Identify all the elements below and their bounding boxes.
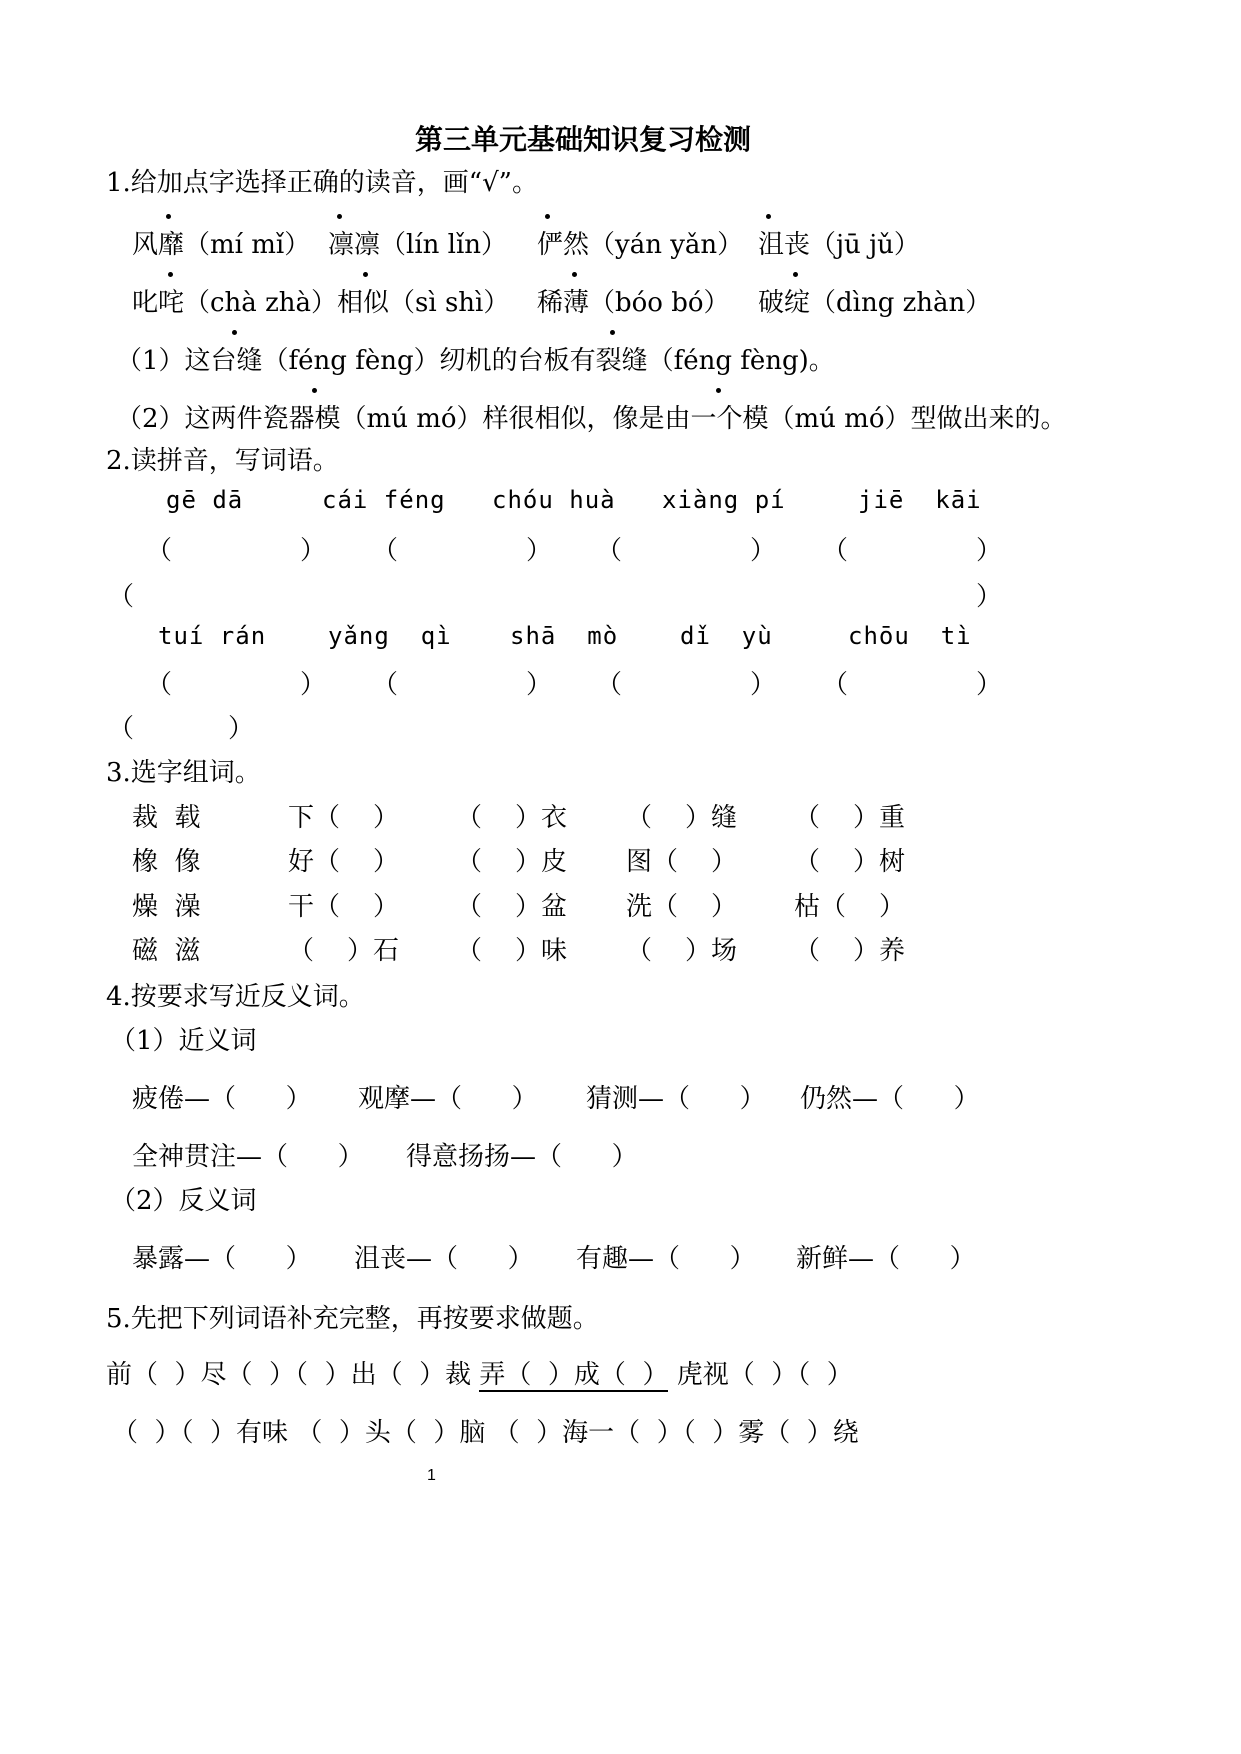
fill-item[interactable]: （ ）树 bbox=[794, 847, 906, 877]
q1-item: 破绽（dìng zhàn） bbox=[758, 288, 992, 318]
fill-item[interactable]: （ ）盆 bbox=[456, 892, 568, 922]
emphasis-dot bbox=[312, 388, 317, 393]
emphasis-dot bbox=[168, 272, 173, 277]
q3-heading: 3.选字组词。 bbox=[106, 758, 261, 788]
pinyin: tuí rán bbox=[158, 622, 267, 650]
synonym-item[interactable]: 疲倦—（ ） bbox=[132, 1084, 312, 1114]
emphasis-dot bbox=[232, 330, 237, 335]
q5-heading: 5.先把下列词语补充完整，再按要求做题。 bbox=[106, 1304, 599, 1334]
pinyin: shā mò bbox=[510, 622, 619, 650]
answer-bracket-close: ） bbox=[300, 670, 327, 700]
fill-item[interactable]: 好（ ） bbox=[288, 847, 400, 877]
fill-item[interactable]: 枯（ ） bbox=[794, 892, 906, 922]
emphasis-dot bbox=[716, 388, 721, 393]
q1-sentence-1: （1）这台缝（féng fèng）纫机的台板有裂缝（féng fèng)。 bbox=[116, 346, 835, 376]
q4-heading: 4.按要求写近反义词。 bbox=[106, 982, 365, 1012]
answer-bracket-open[interactable]: （ bbox=[372, 670, 399, 700]
answer-bracket-close: ） bbox=[300, 536, 327, 566]
char-pair: 裁 载 bbox=[132, 803, 201, 833]
q2-heading: 2.读拼音，写词语。 bbox=[106, 446, 339, 476]
answer-bracket-open[interactable]: （ bbox=[108, 582, 135, 612]
page-title: 第三单元基础知识复习检测 bbox=[415, 123, 752, 156]
fill-item[interactable]: （ ）场 bbox=[626, 936, 738, 966]
fill-item[interactable]: 干（ ） bbox=[288, 892, 400, 922]
answer-bracket-open[interactable]: （ bbox=[596, 670, 623, 700]
answer-bracket-close: ） bbox=[750, 670, 777, 700]
answer-bracket-open[interactable]: （ bbox=[372, 536, 399, 566]
answer-bracket-open[interactable]: （ bbox=[822, 536, 849, 566]
char-pair: 磁 滋 bbox=[132, 936, 201, 966]
emphasis-dot bbox=[572, 272, 577, 277]
char-pair: 橡 像 bbox=[132, 847, 201, 877]
q1-item: 稀薄（bóo bó） bbox=[537, 288, 730, 318]
answer-bracket-close: ） bbox=[976, 536, 1003, 566]
pinyin: xiàng pí bbox=[662, 486, 786, 514]
answer-bracket-open[interactable]: （ bbox=[146, 536, 173, 566]
answer-bracket-open[interactable]: （ bbox=[596, 536, 623, 566]
pinyin: chóu huà bbox=[492, 486, 616, 514]
emphasis-dot bbox=[166, 214, 171, 219]
char-pair: 燥 澡 bbox=[132, 892, 201, 922]
synonym-item[interactable]: 仍然—（ ） bbox=[800, 1084, 980, 1114]
answer-bracket-close: ） bbox=[526, 536, 553, 566]
answer-bracket-close: ） bbox=[228, 714, 255, 744]
fill-item[interactable]: （ ）皮 bbox=[456, 847, 568, 877]
fill-item[interactable]: （ ）养 bbox=[794, 936, 906, 966]
fill-item[interactable]: 洗（ ） bbox=[626, 892, 738, 922]
answer-bracket-close: ） bbox=[976, 582, 1003, 612]
q4-sub-antonyms: （2）反义词 bbox=[110, 1186, 257, 1216]
idiom-line-2[interactable]: （ ）（ ）有味 （ ）头（ ）脑 （ ）海一（ ）（ ）雾（ ）绕 bbox=[112, 1418, 859, 1448]
pinyin: jiē kāi bbox=[858, 486, 982, 514]
fill-item[interactable]: （ ）缝 bbox=[626, 803, 738, 833]
fill-item[interactable]: （ ）重 bbox=[794, 803, 906, 833]
synonym-item[interactable]: 得意扬扬—（ ） bbox=[406, 1142, 638, 1172]
pinyin: dǐ yù bbox=[680, 622, 773, 650]
synonym-item[interactable]: 观摩—（ ） bbox=[358, 1084, 538, 1114]
antonym-item[interactable]: 暴露—（ ） bbox=[132, 1244, 312, 1274]
emphasis-dot bbox=[793, 272, 798, 277]
idiom-part: 前（ ）尽（ ）（ ）出（ ）裁 bbox=[106, 1360, 480, 1390]
q1-item: 风靡（mí mǐ） bbox=[132, 230, 311, 260]
fill-item[interactable]: （ ）衣 bbox=[456, 803, 568, 833]
fill-item[interactable]: （ ）味 bbox=[456, 936, 568, 966]
emphasis-dot bbox=[545, 214, 550, 219]
pinyin: yǎng qì bbox=[328, 622, 452, 650]
answer-bracket-close: ） bbox=[526, 670, 553, 700]
pinyin: cái féng bbox=[322, 486, 446, 514]
antonym-item[interactable]: 新鲜—（ ） bbox=[796, 1244, 976, 1274]
q1-sentence-2: （2）这两件瓷器模（mú mó）样很相似，像是由一个模（mú mó）型做出来的。 bbox=[116, 404, 1067, 434]
idiom-part: 虎视（ ）（ ） bbox=[668, 1360, 853, 1390]
pinyin: gē dā bbox=[166, 486, 244, 514]
idiom-line-1[interactable] bbox=[106, 1354, 853, 1391]
answer-bracket-open[interactable]: （ bbox=[146, 670, 173, 700]
answer-bracket-open[interactable]: （ bbox=[822, 670, 849, 700]
q4-sub-synonyms: （1）近义词 bbox=[110, 1026, 257, 1056]
synonym-item[interactable]: 猜测—（ ） bbox=[586, 1084, 766, 1114]
q1-item: 叱咤（chà zhà）相似（sì shì） bbox=[132, 288, 510, 318]
underlined-idiom: 弄（ ）成（ ） bbox=[479, 1360, 669, 1390]
emphasis-dot bbox=[766, 214, 771, 219]
fill-item[interactable]: 下（ ） bbox=[288, 803, 400, 833]
q1-item: 凛凛（lín lǐn） bbox=[328, 230, 508, 260]
antonym-item[interactable]: 有趣—（ ） bbox=[576, 1244, 756, 1274]
emphasis-dot bbox=[610, 330, 615, 335]
q1-heading: 1.给加点字选择正确的读音，画“√”。 bbox=[106, 168, 538, 198]
emphasis-dot bbox=[363, 272, 368, 277]
q1-item: 沮丧（jū jǔ） bbox=[758, 230, 920, 260]
synonym-item[interactable]: 全神贯注—（ ） bbox=[132, 1142, 364, 1172]
emphasis-dot bbox=[337, 214, 342, 219]
fill-item[interactable]: 图（ ） bbox=[626, 847, 738, 877]
answer-bracket-open[interactable]: （ bbox=[108, 714, 135, 744]
pinyin: chōu tì bbox=[848, 622, 972, 650]
q1-item: 俨然（yán yǎn） bbox=[537, 230, 744, 260]
page-number: 1 bbox=[427, 1467, 436, 1484]
fill-item[interactable]: （ ）石 bbox=[288, 936, 400, 966]
antonym-item[interactable]: 沮丧—（ ） bbox=[354, 1244, 534, 1274]
answer-bracket-close: ） bbox=[976, 670, 1003, 700]
answer-bracket-close: ） bbox=[750, 536, 777, 566]
